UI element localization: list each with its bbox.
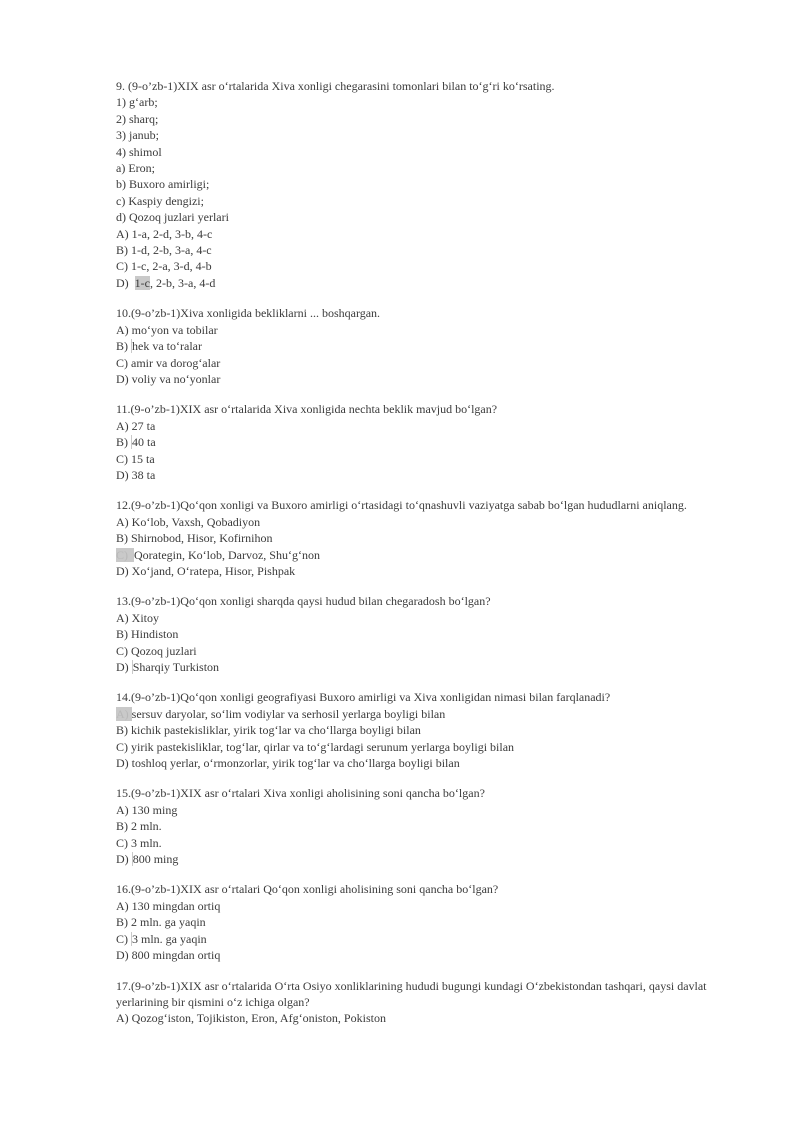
answer-option: C) 3 mln. bbox=[116, 835, 162, 850]
option-text: Sharqiy Turkiston bbox=[132, 660, 220, 674]
option: d) Qozoq juzlari yerlari bbox=[116, 210, 229, 225]
option-prefix: D) bbox=[116, 852, 132, 867]
question-14 bbox=[116, 689, 746, 771]
document-page bbox=[116, 78, 746, 1041]
answer-option-marked bbox=[116, 659, 746, 675]
answer-option: D) 800 mingdan ortiq bbox=[116, 948, 221, 963]
answer-option: B) kichik pastekisliklar, yirik tog‘lar va cho‘llarga boyligi bilan bbox=[116, 723, 421, 738]
option-prefix: B) bbox=[116, 435, 131, 450]
answer-option: A) Qozog‘iston, Tojikiston, Eron, Afg‘oniston, Pokiston bbox=[116, 1011, 386, 1026]
highlight-mark: A) bbox=[116, 706, 132, 721]
option-text: hek va to‘ralar bbox=[132, 339, 202, 354]
answer-option: C) 1-c, 2-a, 3-d, 4-b bbox=[116, 259, 212, 274]
answer-option: A) 130 ming bbox=[116, 802, 178, 817]
question-12 bbox=[116, 497, 746, 579]
option-prefix: D) bbox=[116, 275, 135, 290]
option-text: , 2-b, 3-a, 4-d bbox=[150, 275, 216, 290]
answer-option: B) Shirnobod, Hisor, Kofirnihon bbox=[116, 531, 273, 546]
question-text: 11.(9-o’zb-1)XIX asr o‘rtalarida Xiva xonligida nechta beklik mavjud bo‘lgan? bbox=[116, 402, 498, 417]
option: a) Eron; bbox=[116, 161, 155, 176]
answer-option-marked bbox=[116, 434, 746, 450]
answer-option-marked bbox=[116, 851, 746, 867]
answer-option-marked bbox=[116, 931, 746, 947]
question-text: 10.(9-o’zb-1)Xiva xonligida bekliklarni ... boshqargan. bbox=[116, 306, 381, 321]
question-13 bbox=[116, 593, 746, 675]
answer-option: A) 1-a, 2-d, 3-b, 4-c bbox=[116, 226, 213, 241]
answer-option: A) Xitoy bbox=[116, 610, 159, 625]
question-15 bbox=[116, 785, 746, 867]
option: 2) sharq; bbox=[116, 111, 159, 126]
answer-option: D) toshloq yerlar, o‘rmonzorlar, yirik tog‘lar va cho‘llarga boyligi bilan bbox=[116, 756, 460, 771]
question-10 bbox=[116, 305, 746, 387]
answer-option: B) 2 mln. bbox=[116, 819, 162, 834]
answer-option: A) Ko‘lob, Vaxsh, Qobadiyon bbox=[116, 514, 261, 529]
question-text: 15.(9-o’zb-1)XIX asr o‘rtalari Xiva xonligi aholisining soni qancha bo‘lgan? bbox=[116, 786, 485, 801]
answer-option-marked bbox=[116, 338, 746, 354]
option-text: sersuv daryolar, so‘lim vodiylar va serhosil yerlarga boyligi bilan bbox=[131, 706, 446, 721]
highlight-mark: C) bbox=[116, 548, 134, 562]
question-17 bbox=[116, 978, 746, 1027]
option-prefix: B) bbox=[116, 339, 131, 354]
answer-option: A) 130 mingdan ortiq bbox=[116, 898, 221, 913]
option: c) Kaspiy dengizi; bbox=[116, 193, 204, 208]
answer-option: D) voliy va no‘yonlar bbox=[116, 371, 221, 386]
answer-option: C) amir va dorog‘alar bbox=[116, 355, 221, 370]
question-text: 13.(9-o’zb-1)Qo‘qon xonligi sharqda qaysi hudud bilan chegaradosh bo‘lgan? bbox=[116, 594, 491, 609]
option-prefix: D) bbox=[116, 660, 132, 674]
answer-option: C) yirik pastekisliklar, tog‘lar, qirlar va to‘g‘lardagi serunum yerlarga boyligi bilan bbox=[116, 739, 515, 754]
option-text: 800 ming bbox=[132, 852, 179, 867]
answer-option: B) 2 mln. ga yaqin bbox=[116, 915, 206, 930]
question-11 bbox=[116, 401, 746, 483]
option: b) Buxoro amirligi; bbox=[116, 177, 210, 192]
answer-option: D) 38 ta bbox=[116, 467, 156, 482]
option-prefix: C) bbox=[116, 931, 131, 946]
question-text: 16.(9-o’zb-1)XIX asr o‘rtalari Qo‘qon xonligi aholisining soni qancha bo‘lgan? bbox=[116, 882, 499, 897]
option-text: 40 ta bbox=[132, 435, 156, 450]
question-text: 9. (9-o’zb-1)XIX asr o‘rtalarida Xiva xonligi chegarasini tomonlari bilan to‘g‘ri ko‘rsating. bbox=[116, 79, 555, 93]
option: 4) shimol bbox=[116, 144, 162, 159]
answer-option: B) Hindiston bbox=[116, 627, 179, 642]
answer-option: C) 15 ta bbox=[116, 451, 155, 466]
question-text: 14.(9-o’zb-1)Qo‘qon xonligi geografiyasi Buxoro amirligi va Xiva xonligidan nimasi bilan farqlanadi? bbox=[116, 690, 611, 705]
answer-option: B) 1-d, 2-b, 3-a, 4-c bbox=[116, 243, 212, 258]
highlight-mark: 1-c bbox=[134, 275, 150, 290]
question-9 bbox=[116, 78, 746, 291]
answer-option-marked bbox=[116, 706, 746, 722]
question-16 bbox=[116, 881, 746, 963]
answer-option-marked bbox=[116, 547, 746, 563]
answer-option: A) 27 ta bbox=[116, 418, 156, 433]
question-text: 12.(9-o’zb-1)Qo‘qon xonligi va Buxoro amirligi o‘rtasidagi to‘qnashuvli vaziyatga sabab bo‘lgan hududlarni aniqlang. bbox=[116, 498, 687, 513]
answer-option-marked bbox=[116, 275, 746, 291]
answer-option: A) mo‘yon va tobilar bbox=[116, 322, 218, 337]
option-text: Qorategin, Ko‘lob, Darvoz, Shu‘g‘non bbox=[134, 547, 320, 562]
option: 3) janub; bbox=[116, 128, 159, 143]
option-text: 3 mln. ga yaqin bbox=[132, 931, 207, 946]
answer-option: D) Xo‘jand, O‘ratepa, Hisor, Pishpak bbox=[116, 563, 296, 578]
question-text: 17.(9-o’zb-1)XIX asr o‘rtalarida O‘rta Osiyo xonliklarining hududi bugungi kundagi O‘zbekistondan tashqari, qaysi davlat yerlarining bir qismini o‘z ichiga olgan? bbox=[116, 978, 707, 1009]
answer-option: C) Qozoq juzlari bbox=[116, 643, 197, 658]
option: 1) g‘arb; bbox=[116, 95, 158, 110]
